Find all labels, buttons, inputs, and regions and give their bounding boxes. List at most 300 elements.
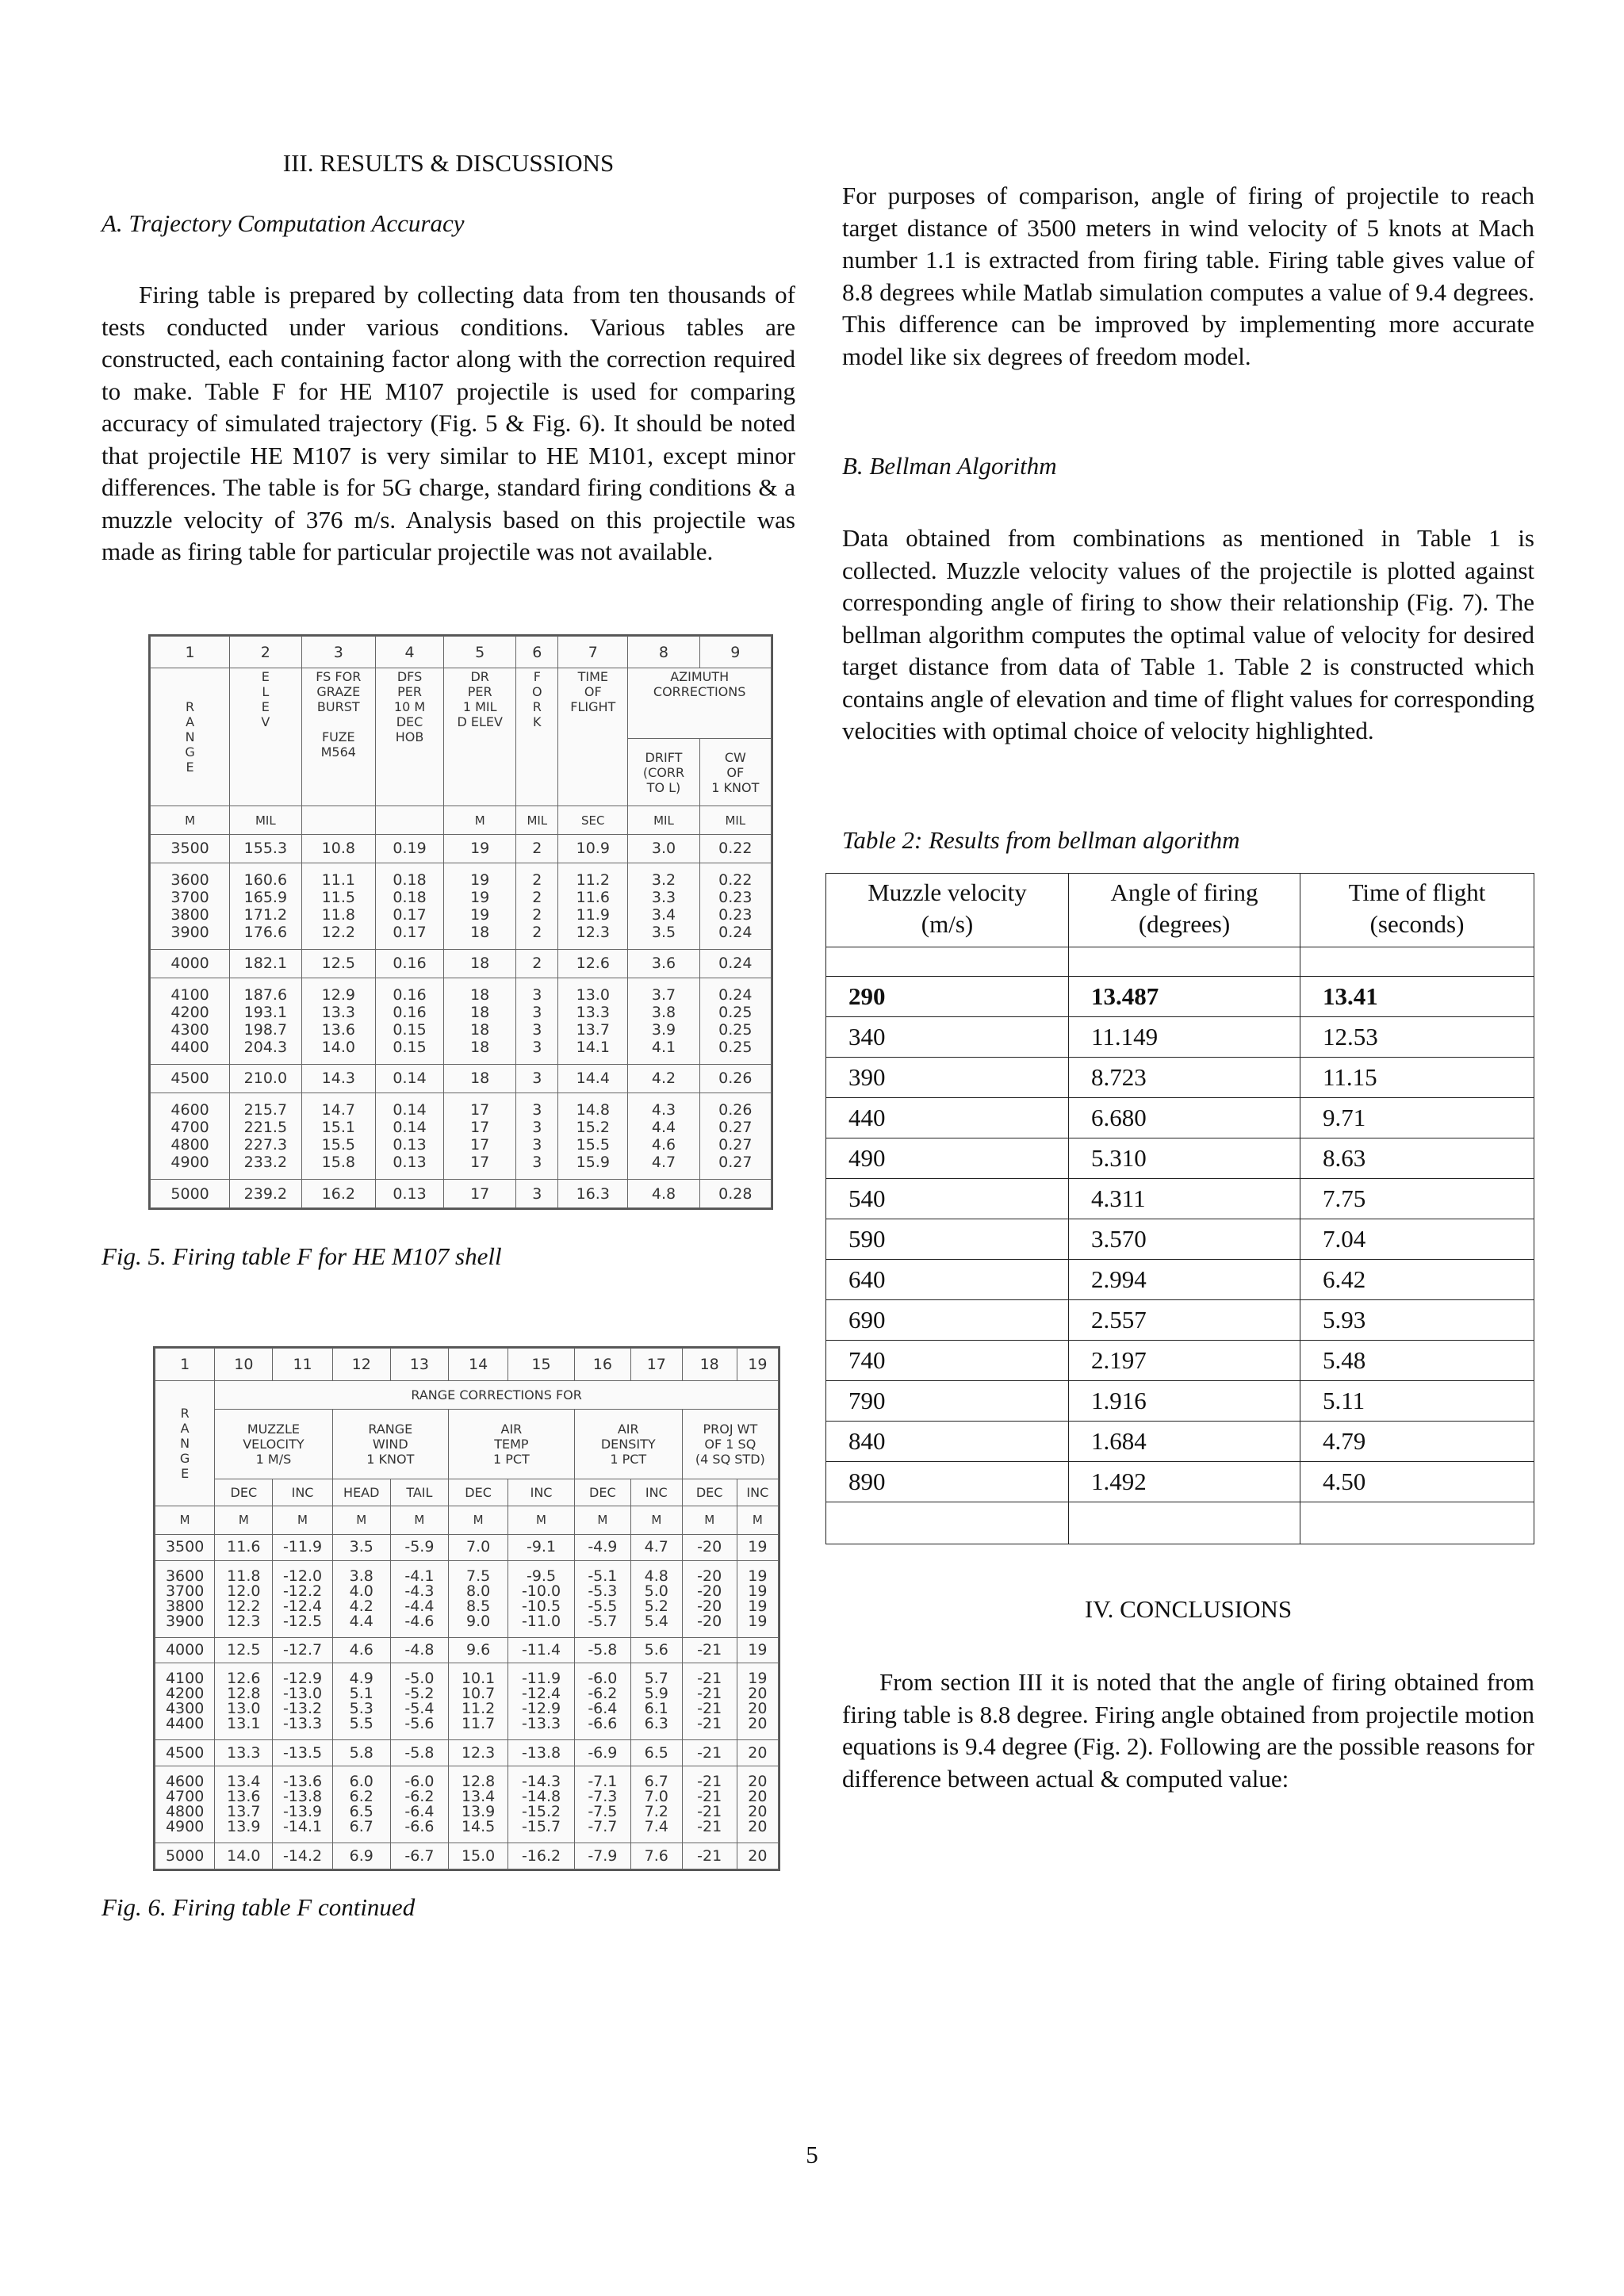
- fig5-value: 0.19: [393, 840, 427, 858]
- table-2-velocity-cell: 590: [826, 1219, 1069, 1260]
- fig6-group-cell: [332, 1740, 390, 1766]
- fig6-value: -12.9: [282, 1670, 323, 1688]
- fig6-group-cell: [574, 1843, 630, 1869]
- fig5-group-cell: [516, 834, 558, 863]
- fig6-value: 20: [748, 1773, 768, 1791]
- fig6-value: -13.8: [521, 1743, 561, 1762]
- fig6-group-cell: [574, 1560, 630, 1637]
- table-2-velocity-cell: 340: [826, 1017, 1069, 1058]
- table-2-velocity-cell: 490: [826, 1138, 1069, 1179]
- fig5-value: 2: [532, 955, 542, 973]
- fig6-value: -7.3: [588, 1788, 618, 1806]
- fig5-group-cell: [443, 978, 515, 1064]
- fig5-group-cell: [376, 1180, 444, 1208]
- fig5-value: 11.9: [576, 905, 610, 924]
- fig6-value: 13.4: [227, 1773, 261, 1791]
- fig5-value: 0.26: [718, 1070, 753, 1088]
- fig5-value: 3.2: [651, 871, 676, 889]
- table-2-spacer-cell: [1069, 947, 1300, 977]
- fig6-value: 11.7: [461, 1715, 496, 1733]
- fig6-value: 12.8: [461, 1773, 496, 1791]
- fig6-value: 12.3: [461, 1743, 496, 1762]
- fig6-group-cell: [332, 1766, 390, 1843]
- table-2-time-cell: 9.71: [1300, 1098, 1534, 1138]
- fig5-group-cell: [301, 978, 376, 1064]
- fig6-value: -4.6: [404, 1612, 435, 1630]
- fig5-value: 3.5: [651, 923, 676, 941]
- fig6-value: -13.3: [521, 1715, 561, 1733]
- fig6-value: 13.0: [227, 1700, 261, 1718]
- fig6-value: 19: [748, 1612, 768, 1630]
- fig6-subhead: INC: [508, 1479, 575, 1506]
- fig5-group-cell: [151, 950, 230, 978]
- fig6-group-cell: [215, 1766, 273, 1843]
- table-2-bottom-cell: [826, 1502, 1069, 1544]
- fig5-value: 12.3: [576, 923, 610, 941]
- fig5-group-cell: [151, 1065, 230, 1093]
- table-2-velocity-cell: 440: [826, 1098, 1069, 1138]
- fig6-group-cell: [682, 1637, 737, 1663]
- fig5-value: 15.5: [321, 1136, 355, 1154]
- fig5-group-cell: [443, 1093, 515, 1179]
- fig6-value: 20: [748, 1743, 768, 1762]
- fig5-value: 239.2: [243, 1184, 288, 1203]
- fig5-value: 13.6: [321, 1020, 355, 1039]
- fig6-value: 14.5: [461, 1818, 496, 1836]
- fig5-group-cell: [516, 978, 558, 1064]
- fig6-value: -15.2: [521, 1803, 561, 1821]
- fig6-value: -13.9: [282, 1803, 323, 1821]
- fig6-group-cell: [737, 1637, 778, 1663]
- fig6-value: 3500: [165, 1538, 205, 1556]
- fig5-value: 3.3: [651, 888, 676, 906]
- fig5-value: 19: [470, 871, 490, 889]
- fig6-group-cell: [215, 1560, 273, 1637]
- fig5-value: 4.3: [651, 1101, 676, 1119]
- fig5-head-range: R A N G E: [151, 668, 230, 806]
- fig5-value: 0.16: [393, 985, 427, 1004]
- fig5-value: 0.26: [718, 1101, 753, 1119]
- fig5-head-drift: DRIFT (CORR TO L): [628, 739, 699, 806]
- fig6-value: 5000: [165, 1846, 205, 1865]
- fig6-group-cell: [332, 1560, 390, 1637]
- fig5-value: 15.5: [576, 1136, 610, 1154]
- fig5-value: 15.1: [321, 1119, 355, 1137]
- fig6-colnum: 12: [332, 1349, 390, 1381]
- fig6-group-cell: [390, 1766, 448, 1843]
- fig5-value: 16.3: [576, 1184, 610, 1203]
- fig5-value: 3.6: [651, 955, 676, 973]
- fig5-group-cell: [699, 863, 771, 949]
- fig6-group-cell: [155, 1740, 215, 1766]
- fig5-value: 3.7: [651, 985, 676, 1004]
- fig6-group-cell: [332, 1663, 390, 1740]
- table-2-velocity-cell: 840: [826, 1422, 1069, 1462]
- fig6-value: 4.8: [644, 1567, 668, 1585]
- fig6-value: -13.5: [282, 1743, 323, 1762]
- fig6-unit: M: [155, 1506, 215, 1534]
- fig5-value: 19: [470, 905, 490, 924]
- fig6-colnum: 19: [737, 1349, 778, 1381]
- table-row: [826, 1138, 1534, 1179]
- table-2-angle-cell: 6.680: [1069, 1098, 1300, 1138]
- fig6-value: 20: [748, 1685, 768, 1703]
- fig6-value: -12.7: [282, 1640, 323, 1659]
- fig5-unit: M: [151, 806, 230, 835]
- fig6-value: -13.6: [282, 1773, 323, 1791]
- fig6-value: 12.3: [227, 1612, 261, 1630]
- fig6-group-cell: [682, 1560, 737, 1637]
- fig5-value: 0.13: [393, 1154, 427, 1172]
- fig6-group-cell: [215, 1663, 273, 1740]
- fig5-group-cell: [699, 978, 771, 1064]
- fig6-head-proj-wt: PROJ WT OF 1 SQ (4 SQ STD): [682, 1409, 778, 1479]
- fig6-group-cell: [737, 1534, 778, 1560]
- fig5-group-cell: [699, 1180, 771, 1208]
- fig6-value: 3.8: [349, 1567, 373, 1585]
- fig6-unit: M: [390, 1506, 448, 1534]
- fig5-value: 0.22: [718, 871, 753, 889]
- fig5-group-cell: [628, 1093, 699, 1179]
- fig6-value: 20: [748, 1700, 768, 1718]
- fig6-value: -15.7: [521, 1818, 561, 1836]
- fig5-value: 2: [532, 905, 542, 924]
- fig5-group-cell: [628, 978, 699, 1064]
- fig6-value: 13.9: [227, 1818, 261, 1836]
- fig6-group-cell: [448, 1740, 508, 1766]
- fig5-head-fork: F O R K: [516, 668, 558, 806]
- fig6-value: 5.2: [644, 1597, 668, 1615]
- figure-5-caption: Fig. 5. Firing table F for HE M107 shell: [102, 1242, 502, 1270]
- table-2-velocity-cell: 790: [826, 1381, 1069, 1422]
- fig6-group-cell: [390, 1534, 448, 1560]
- fig6-value: -6.6: [588, 1715, 618, 1733]
- fig6-colnum: 14: [448, 1349, 508, 1381]
- fig5-value: 3.4: [651, 905, 676, 924]
- fig6-group-cell: [273, 1766, 332, 1843]
- fig5-value: 11.6: [576, 888, 610, 906]
- fig5-value: 0.24: [718, 923, 753, 941]
- fig5-value: 0.25: [718, 1020, 753, 1039]
- fig6-subhead: DEC: [448, 1479, 508, 1506]
- table-2-time-cell: 7.75: [1300, 1179, 1534, 1219]
- fig6-value: 7.0: [465, 1538, 491, 1556]
- fig6-group-cell: [508, 1843, 575, 1869]
- fig6-value: 5.5: [349, 1715, 373, 1733]
- fig6-subhead: HEAD: [332, 1479, 390, 1506]
- fig6-value: 3700: [165, 1582, 205, 1600]
- fig5-value: 15.8: [321, 1154, 355, 1172]
- fig5-value: 0.27: [718, 1154, 753, 1172]
- fig5-group-cell: [516, 1093, 558, 1179]
- fig6-value: -4.9: [588, 1538, 618, 1556]
- fig5-colnum: 6: [516, 637, 558, 668]
- fig6-colnum: 15: [508, 1349, 575, 1381]
- fig6-value: -6.0: [588, 1670, 618, 1688]
- fig6-group-cell: [737, 1740, 778, 1766]
- fig5-group-cell: [443, 1180, 515, 1208]
- fig5-colnum: 1: [151, 637, 230, 668]
- fig5-value: 0.17: [393, 923, 427, 941]
- fig5-value: 0.22: [718, 840, 753, 858]
- fig5-group-cell: [516, 950, 558, 978]
- fig5-group-cell: [558, 950, 628, 978]
- fig6-value: -4.1: [404, 1567, 435, 1585]
- fig6-value: -11.9: [282, 1538, 323, 1556]
- fig5-colnum: 4: [376, 637, 444, 668]
- fig5-value: 221.5: [243, 1119, 288, 1137]
- fig5-value: 0.23: [718, 888, 753, 906]
- fig5-head-cw: CW OF 1 KNOT: [699, 739, 771, 806]
- fig5-group-cell: [628, 1180, 699, 1208]
- fig5-head-dr: DR PER 1 MIL D ELEV: [443, 668, 515, 806]
- table-2-time-cell: 6.42: [1300, 1260, 1534, 1300]
- fig6-unit: M: [448, 1506, 508, 1534]
- fig5-value: 4300: [170, 1020, 209, 1039]
- fig5-group-cell: [699, 1065, 771, 1093]
- fig6-value: -6.2: [588, 1685, 618, 1703]
- table-row: [826, 1300, 1534, 1341]
- fig5-value: 14.0: [321, 1038, 355, 1056]
- fig5-value: 15.2: [576, 1119, 610, 1137]
- fig6-unit: M: [630, 1506, 682, 1534]
- fig5-value: 0.14: [393, 1119, 427, 1137]
- fig5-group-cell: [230, 1093, 301, 1179]
- fig5-group-cell: [301, 1180, 376, 1208]
- fig5-group-cell: [376, 1065, 444, 1093]
- fig6-group-cell: [682, 1534, 737, 1560]
- fig6-value: -10.5: [521, 1597, 561, 1615]
- fig5-group-cell: [151, 1180, 230, 1208]
- fig5-value: 3.9: [651, 1020, 676, 1039]
- fig5-value: 0.13: [393, 1184, 427, 1203]
- table-2-bellman-results: [825, 873, 1534, 1544]
- fig6-value: 8.0: [465, 1582, 491, 1600]
- fig6-value: 11.8: [227, 1567, 261, 1585]
- fig6-value: -11.9: [521, 1670, 561, 1688]
- fig5-value: 227.3: [243, 1136, 288, 1154]
- fig5-value: 4400: [170, 1038, 209, 1056]
- fig6-value: -21: [697, 1715, 722, 1733]
- fig6-value: -5.3: [588, 1582, 618, 1600]
- fig6-value: 5.0: [644, 1582, 668, 1600]
- fig6-colnum: 10: [215, 1349, 273, 1381]
- fig6-value: -4.8: [404, 1640, 435, 1659]
- fig6-value: -13.0: [282, 1685, 323, 1703]
- fig6-subhead: TAIL: [390, 1479, 448, 1506]
- fig6-value: -13.3: [282, 1715, 323, 1733]
- table-row: [826, 977, 1534, 1017]
- fig5-value: 3: [532, 1136, 542, 1154]
- fig6-group-cell: [215, 1740, 273, 1766]
- fig6-value: 12.6: [227, 1670, 261, 1688]
- fig6-subhead: DEC: [682, 1479, 737, 1506]
- fig5-value: 3: [532, 1003, 542, 1021]
- fig6-value: 4.7: [644, 1538, 668, 1556]
- fig5-value: 233.2: [243, 1154, 288, 1172]
- fig5-group-cell: [699, 1093, 771, 1179]
- fig5-value: 3: [532, 1020, 542, 1039]
- fig6-value: -14.2: [282, 1846, 323, 1865]
- fig6-value: -14.8: [521, 1788, 561, 1806]
- fig6-colnum: 16: [574, 1349, 630, 1381]
- fig6-group-cell: [390, 1637, 448, 1663]
- table-2-angle-cell: 11.149: [1069, 1017, 1300, 1058]
- fig6-colnum: 13: [390, 1349, 448, 1381]
- fig6-value: -9.1: [526, 1538, 557, 1556]
- fig5-value: 2: [532, 888, 542, 906]
- table-row: [826, 1462, 1534, 1502]
- fig5-value: 12.5: [321, 955, 355, 973]
- fig5-value: 160.6: [243, 871, 288, 889]
- subheading-bellman-algorithm: B. Bellman Algorithm: [842, 452, 1057, 480]
- table-2-angle-cell: 3.570: [1069, 1219, 1300, 1260]
- fig6-value: 4600: [165, 1773, 205, 1791]
- fig6-value: -9.5: [526, 1567, 557, 1585]
- fig5-unit: MIL: [628, 806, 699, 835]
- fig5-group-cell: [628, 834, 699, 863]
- fig6-value: -6.7: [404, 1846, 435, 1865]
- fig6-value: 5.6: [644, 1640, 668, 1659]
- fig6-group-cell: [682, 1740, 737, 1766]
- fig5-group-cell: [376, 863, 444, 949]
- fig6-unit: M: [682, 1506, 737, 1534]
- fig5-value: 4700: [170, 1119, 209, 1137]
- fig6-value: -21: [697, 1818, 722, 1836]
- table-row: [826, 1098, 1534, 1138]
- fig5-group-cell: [516, 863, 558, 949]
- table-2-angle-cell: 1.492: [1069, 1462, 1300, 1502]
- fig5-unit: [301, 806, 376, 835]
- fig6-value: 14.0: [227, 1846, 261, 1865]
- fig6-value: 7.0: [644, 1788, 668, 1806]
- fig6-value: 12.5: [227, 1640, 261, 1659]
- fig6-value: -7.5: [588, 1803, 618, 1821]
- section-heading-conclusions: IV. CONCLUSIONS: [1084, 1595, 1293, 1623]
- fig5-value: 0.24: [718, 955, 753, 973]
- fig6-value: -5.8: [404, 1743, 435, 1762]
- fig6-value: -6.6: [404, 1818, 435, 1836]
- figure-5-firing-table: [148, 634, 773, 1210]
- fig5-group-cell: [558, 1180, 628, 1208]
- fig6-value: 13.6: [227, 1788, 261, 1806]
- fig5-value: 15.9: [576, 1154, 610, 1172]
- table-2-time-cell: 4.79: [1300, 1422, 1534, 1462]
- fig6-value: -20: [697, 1582, 722, 1600]
- fig6-value: 3.5: [349, 1538, 373, 1556]
- fig5-group-cell: [443, 1065, 515, 1093]
- table-2-velocity-cell: 540: [826, 1179, 1069, 1219]
- fig5-value: 17: [470, 1136, 490, 1154]
- fig6-value: 4.9: [349, 1670, 373, 1688]
- fig5-value: 11.2: [576, 871, 610, 889]
- fig6-group-cell: [574, 1766, 630, 1843]
- fig6-value: 5.4: [644, 1612, 668, 1630]
- fig5-colnum: 8: [628, 637, 699, 668]
- fig6-value: -21: [697, 1803, 722, 1821]
- fig6-value: -5.5: [588, 1597, 618, 1615]
- fig5-group-cell: [376, 950, 444, 978]
- fig6-group-cell: [448, 1843, 508, 1869]
- fig6-group-cell: [332, 1843, 390, 1869]
- fig6-value: -14.1: [282, 1818, 323, 1836]
- fig6-value: -7.9: [588, 1846, 618, 1865]
- fig6-value: -6.4: [588, 1700, 618, 1718]
- fig5-group-cell: [628, 1065, 699, 1093]
- table-2-angle-cell: 2.994: [1069, 1260, 1300, 1300]
- fig5-value: 3: [532, 1119, 542, 1137]
- paragraph-conclusions: From section III it is noted that the angle of firing obtained from firing table is 8.8 degree. Firing angle obtained from projectile motion equations is 9.4 degree (Fig. 2). Following are the possible reasons for difference between actual & computed value:: [842, 1668, 1534, 1793]
- fig6-value: 15.0: [461, 1846, 496, 1865]
- fig5-value: 19: [470, 888, 490, 906]
- fig6-value: 13.7: [227, 1803, 261, 1821]
- fig6-value: 12.8: [227, 1685, 261, 1703]
- fig5-value: 0.18: [393, 888, 427, 906]
- fig6-colnum: 18: [682, 1349, 737, 1381]
- fig6-head-air-temp: AIR TEMP 1 PCT: [448, 1409, 574, 1479]
- fig5-group-cell: [443, 950, 515, 978]
- fig5-value: 3: [532, 1101, 542, 1119]
- fig5-value: 0.27: [718, 1119, 753, 1137]
- fig5-value: 17: [470, 1184, 490, 1203]
- fig5-group-cell: [699, 834, 771, 863]
- figure-6-caption: Fig. 6. Firing table F continued: [102, 1893, 416, 1921]
- fig6-value: 4.4: [349, 1612, 373, 1630]
- fig6-value: 12.0: [227, 1582, 261, 1600]
- fig6-value: 4900: [165, 1818, 205, 1836]
- fig6-value: 3600: [165, 1567, 205, 1585]
- fig5-value: 2: [532, 871, 542, 889]
- fig5-value: 193.1: [243, 1003, 288, 1021]
- figure-6-firing-table: [153, 1346, 780, 1871]
- fig5-value: 0.17: [393, 905, 427, 924]
- fig5-value: 4500: [170, 1070, 209, 1088]
- fig5-value: 14.3: [321, 1070, 355, 1088]
- fig6-group-cell: [448, 1534, 508, 1560]
- fig5-value: 12.9: [321, 985, 355, 1004]
- fig5-value: 0.25: [718, 1038, 753, 1056]
- table-2-velocity-cell: 890: [826, 1462, 1069, 1502]
- fig6-group-cell: [574, 1534, 630, 1560]
- fig6-unit: M: [215, 1506, 273, 1534]
- fig6-value: -21: [697, 1700, 722, 1718]
- table-2-angle-cell: 1.916: [1069, 1381, 1300, 1422]
- fig5-value: 155.3: [243, 840, 288, 858]
- fig6-head-range: R A N G E: [155, 1380, 215, 1506]
- paragraph-trajectory-accuracy: Firing table is prepared by collecting data from ten thousands of tests conducted under various conditions. Various tables are constructed, each containing factor along with the correction required to make. Table F for HE M107 projectile is used for comparing accuracy of simulated trajectory (Fig. 5 & Fig. 6). It should be noted that projectile HE M107 is very similar to HE M101, except minor differences. The table is for 5G charge, standard firing conditions & a muzzle velocity of 376 m/s. Analysis based on this projectile was made as firing table for particular projectile was not available.: [102, 281, 795, 565]
- page-number: 5: [806, 2141, 818, 2168]
- fig5-unit: MIL: [516, 806, 558, 835]
- table-2-time-cell: 11.15: [1300, 1058, 1534, 1098]
- fig6-value: 19: [748, 1567, 768, 1585]
- fig6-value: 4200: [165, 1685, 205, 1703]
- fig5-head-elev: E L E V: [230, 668, 301, 806]
- fig6-value: 7.5: [465, 1567, 491, 1585]
- fig5-value: 176.6: [243, 923, 288, 941]
- fig6-value: 4500: [165, 1743, 205, 1762]
- fig6-value: -6.0: [404, 1773, 435, 1791]
- fig5-group-cell: [628, 950, 699, 978]
- fig6-value: 6.1: [644, 1700, 668, 1718]
- fig5-group-cell: [558, 863, 628, 949]
- table-2-time-cell: 13.41: [1300, 977, 1534, 1017]
- fig6-colnum: 1: [155, 1349, 215, 1381]
- fig6-value: 4100: [165, 1670, 205, 1688]
- fig6-group-cell: [155, 1637, 215, 1663]
- fig5-value: 4.4: [651, 1119, 676, 1137]
- fig5-value: 11.8: [321, 905, 355, 924]
- fig6-group-cell: [630, 1560, 682, 1637]
